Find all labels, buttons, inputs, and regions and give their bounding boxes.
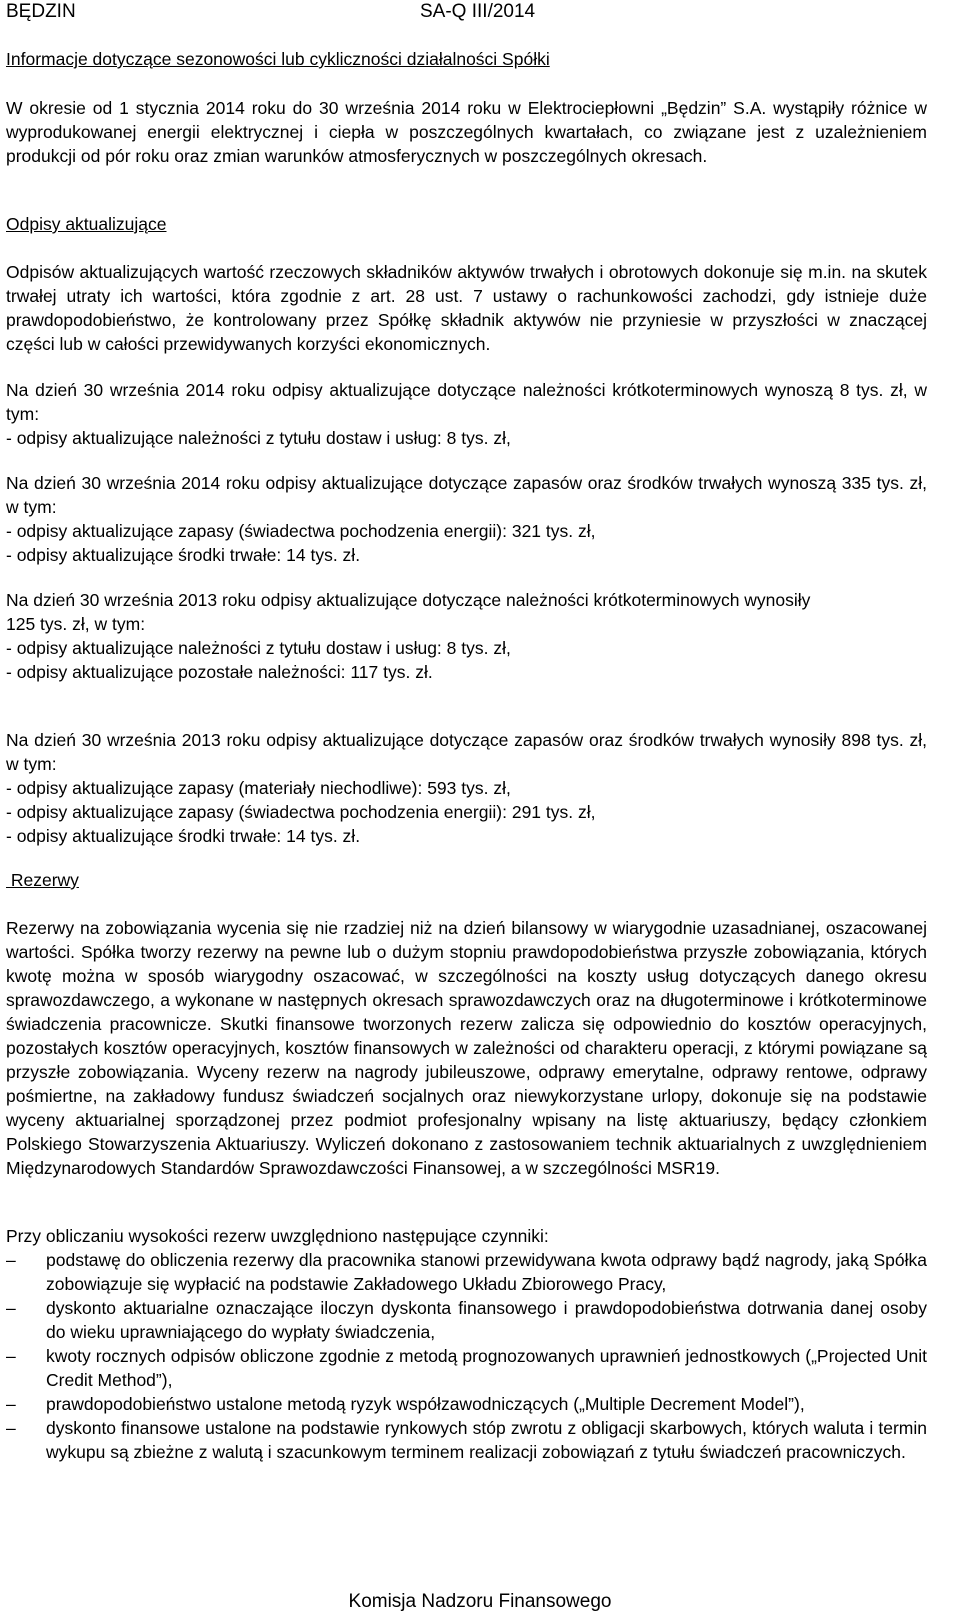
factors-list <box>6 1248 927 1464</box>
item-label: - odpisy aktualizujące środki trwałe: <box>6 545 282 565</box>
impairment-heading: Odpisy aktualizujące <box>6 214 167 234</box>
footer-text: Komisja Nadzoru Finansowego <box>348 1591 612 1612</box>
item-label: - odpisy aktualizujące należności z tytułu dostaw i usług: <box>6 638 442 658</box>
list-item <box>6 1344 927 1392</box>
item-value: 14 tys. zł. <box>286 826 361 846</box>
impairment-p3 <box>6 588 927 684</box>
impairment-p1-item <box>6 426 927 450</box>
provisions-factors <box>6 1224 927 1464</box>
impairment-p1-text: Na dzień 30 września 2014 roku odpisy aktualizujące dotyczące należności krótkoterminowych wynoszą 8 tys. zł, w tym: <box>6 380 927 424</box>
dash-bullet: – <box>6 1250 16 1270</box>
impairment-p4 <box>6 728 927 848</box>
provisions-heading <box>6 868 927 892</box>
item-label: - odpisy aktualizujące pozostałe należności: <box>6 662 346 682</box>
item-value: 291 tys. zł, <box>511 802 596 822</box>
item-value: 14 tys. zł. <box>286 545 361 565</box>
impairment-p3-text2: 125 tys. zł, w tym: <box>6 614 146 634</box>
impairment-p4-item <box>6 800 927 824</box>
impairment-p2-text: Na dzień 30 września 2014 roku odpisy aktualizujące dotyczące zapasów oraz środków trwałych wynoszą 335 tys. zł, w tym: <box>6 473 927 517</box>
impairment-p4-item <box>6 824 927 848</box>
item-value: 8 tys. zł, <box>446 428 511 448</box>
list-item <box>6 1296 927 1344</box>
list-item-text: prawdopodobieństwo ustalone metodą ryzyk współzawodniczących („Multiple Decrement Model”), <box>46 1394 805 1414</box>
dash-bullet: – <box>6 1298 16 1318</box>
item-label: - odpisy aktualizujące zapasy (świadectwa pochodzenia energii): <box>6 521 507 541</box>
impairment-p2 <box>6 471 927 567</box>
list-item-text: podstawę do obliczenia rezerwy dla pracownika stanowi przewidywana kwota odprawy bądź nagrody, jaką Spółka zobowiązuje się wypłacić na podstawie Zakładowego Układu Zbiorowego Pracy, <box>46 1250 927 1294</box>
item-label: - odpisy aktualizujące należności z tytułu dostaw i usług: <box>6 428 442 448</box>
dash-bullet: – <box>6 1418 16 1438</box>
item-value: 8 tys. zł, <box>446 638 511 658</box>
provisions-heading-text: Rezerwy <box>6 870 79 890</box>
impairment-p4-item <box>6 776 927 800</box>
list-item <box>6 1416 927 1464</box>
seasonality-heading: Informacje dotyczące sezonowości lub cykliczności działalności Spółki <box>6 49 550 69</box>
item-label: - odpisy aktualizujące środki trwałe: <box>6 826 282 846</box>
dash-bullet: – <box>6 1394 16 1414</box>
list-item-text: dyskonto finansowe ustalone na podstawie rynkowych stóp zwrotu z obligacji skarbowych, których waluta i termin wykupu są zbieżne z walutą i szacunkowym terminem realizacji zobowiązań z tytułu świadczeń pracowniczych. <box>46 1418 927 1462</box>
factors-intro: Przy obliczaniu wysokości rezerw uwzględniono następujące czynniki: <box>6 1226 549 1246</box>
impairment-p3-item <box>6 636 927 660</box>
dash-bullet: – <box>6 1346 16 1366</box>
impairment-p1 <box>6 378 927 450</box>
item-label: - odpisy aktualizujące zapasy (materiały niechodliwe): <box>6 778 423 798</box>
impairment-p3-text: Na dzień 30 września 2013 roku odpisy aktualizujące dotyczące należności krótkoterminowych wynosiły <box>6 590 811 610</box>
impairment-intro: Odpisów aktualizujących wartość rzeczowych składników aktywów trwałych i obrotowych dokonuje się m.in. na skutek trwałej utraty ich wartości, która zgodnie z art. 28 ust. 7 ustawy o rachunkowości zachodzi, gdy istnieje duże prawdopodobieństwo, że kontrolowany przez Spółkę składnik aktywów nie przyniesie w przyszłości w znaczącej części lub w całości przewidywanych korzyści ekonomicznych. <box>6 262 927 354</box>
item-value: 593 tys. zł, <box>427 778 511 798</box>
impairment-p3-item <box>6 660 927 684</box>
impairment-p2-item <box>6 519 927 543</box>
list-item <box>6 1248 927 1296</box>
item-value: 321 tys. zł, <box>511 521 596 541</box>
header-company: BĘDZIN <box>6 1 76 22</box>
list-item <box>6 1392 927 1416</box>
item-label: - odpisy aktualizujące zapasy (świadectwa pochodzenia energii): <box>6 802 507 822</box>
impairment-p2-item <box>6 543 927 567</box>
impairment-p4-text: Na dzień 30 września 2013 roku odpisy aktualizujące dotyczące zapasów oraz środków trwałych wynosiły 898 tys. zł, w tym: <box>6 730 927 774</box>
item-value: 117 tys. zł. <box>350 662 433 682</box>
header-report-id: SA-Q III/2014 <box>420 1 536 22</box>
list-item-text: kwoty rocznych odpisów obliczone zgodnie z metodą prognozowanych uprawnień jednostkowych („Projected Unit Credit Method”), <box>46 1346 927 1390</box>
list-item-text: dyskonto aktuarialne oznaczające iloczyn dyskonta finansowego i prawdopodobieństwa dotrwania danej osoby do wieku uprawniającego do wypłaty świadczenia, <box>46 1298 927 1342</box>
provisions-body: Rezerwy na zobowiązania wycenia się nie rzadziej niż na dzień bilansowy w wiarygodnie uzasadnianej, oszacowanej wartości. Spółka tworzy rezerwy na pewne lub o dużym stopniu prawdopodobieństwa przyszłe zobowiązania, których kwotę można w sposób wiarygodny oszacować, w szczególności na koszty usług dotyczących danego okresu sprawozdawczego, a wykonane w następnych okresach sprawozdawczych oraz na długoterminowe i krótkoterminowe świadczenia pracownicze. Skutki finansowe tworzonych rezerw zalicza się odpowiednio do kosztów operacyjnych, pozostałych kosztów operacyjnych, kosztów finansowych w zależności od charakteru operacji, z którymi powiązane są przyszłe zobowiązania. Wyceny rezerw na nagrody jubileuszowe, odprawy emerytalne, odprawy rentowe, odprawy pośmiertne, na zakładowy fundusz świadczeń socjalnych oraz niewykorzystane urlopy, dokonuje się na podstawie wyceny aktuarialnej sporządzonej przez podmiot profesjonalny wpisany na listę aktuariuszy, będący członkiem Polskiego Stowarzyszenia Aktuariuszy. Wyliczeń dokonano z zastosowaniem technik aktuarialnych z uwzględnieniem Międzynarodowych Standardów Sprawozdawczości Finansowej, a w szczególności MSR19. <box>6 918 927 1178</box>
seasonality-body: W okresie od 1 stycznia 2014 roku do 30 września 2014 roku w Elektrociepłowni „Będzin” S.A. wystąpiły różnice w wyprodukowanej energii elektrycznej i ciepła w poszczególnych kwartałach, co związane jest z uzależnieniem produkcji od pór roku oraz zmian warunków atmosferycznych w poszczególnych okresach. <box>6 98 927 166</box>
